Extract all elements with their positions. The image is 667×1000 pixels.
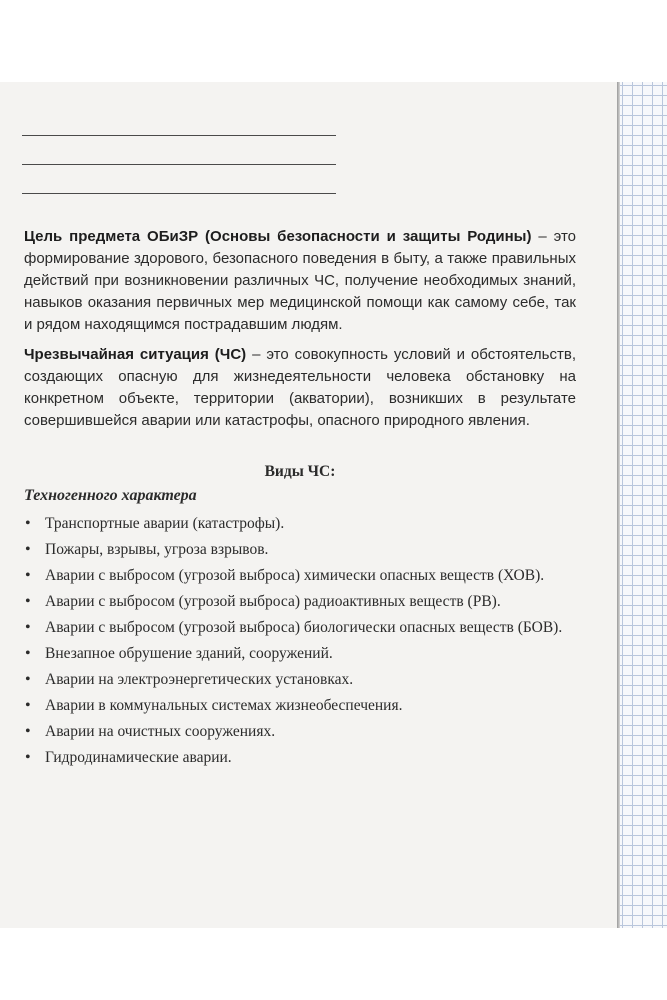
page-spine-shadow [617, 82, 620, 928]
blank-line-3 [22, 193, 336, 194]
list-item: • Аварии в коммунальных системах жизнеобеспечения. [24, 695, 576, 717]
section-title: Виды ЧС: [264, 463, 336, 480]
definition-paragraph-emergency [24, 344, 576, 432]
graph-paper-strip [618, 82, 667, 928]
emergency-types-list [24, 513, 576, 769]
blank-line-1 [22, 135, 336, 136]
list-item: • Внезапное обрушение зданий, сооружений. [24, 643, 576, 665]
list-item: • Аварии на электроэнергетических установках. [24, 669, 576, 691]
list-item: • Гидродинамические аварии. [24, 747, 576, 769]
definition-paragraph-goal [24, 226, 576, 336]
list-item: • Аварии с выбросом (угрозой выброса) радиоактивных веществ (РВ). [24, 591, 576, 613]
list-item: • Аварии с выбросом (угрозой выброса) биологически опасных веществ (БОВ). [24, 617, 576, 639]
definition-term-goal: Цель предмета ОБиЗР (Основы безопасности и защиты Родины) [24, 228, 532, 245]
page-content [24, 226, 576, 773]
list-item: • Пожары, взрывы, угроза взрывов. [24, 539, 576, 561]
list-item: • Транспортные аварии (катастрофы). [24, 513, 576, 535]
definition-text-goal: – это формирование здорового, безопасного поведения в быту, а также правильных действий при возникновении различных ЧС, получение необходимых знаний, навыков оказания первичных мер медицинской помощи как самому себе, так и рядом находящимся пострадавшим людям. [24, 228, 576, 333]
blank-line-2 [22, 164, 336, 165]
section-subtitle: Техногенного характера [24, 487, 197, 504]
list-item: • Аварии с выбросом (угрозой выброса) химически опасных веществ (ХОВ). [24, 565, 576, 587]
list-item: • Аварии на очистных сооружениях. [24, 721, 576, 743]
definition-term-emergency: Чрезвычайная ситуация (ЧС) [24, 346, 247, 363]
definition-text-emergency: – это совокупность условий и обстоятельств, создающих опасную для жизнедеятельности человека обстановку на конкретном объекте, территории (акватории), возникших в результате совершившейся аварии или катастрофы, опасного природного явления. [24, 346, 576, 429]
